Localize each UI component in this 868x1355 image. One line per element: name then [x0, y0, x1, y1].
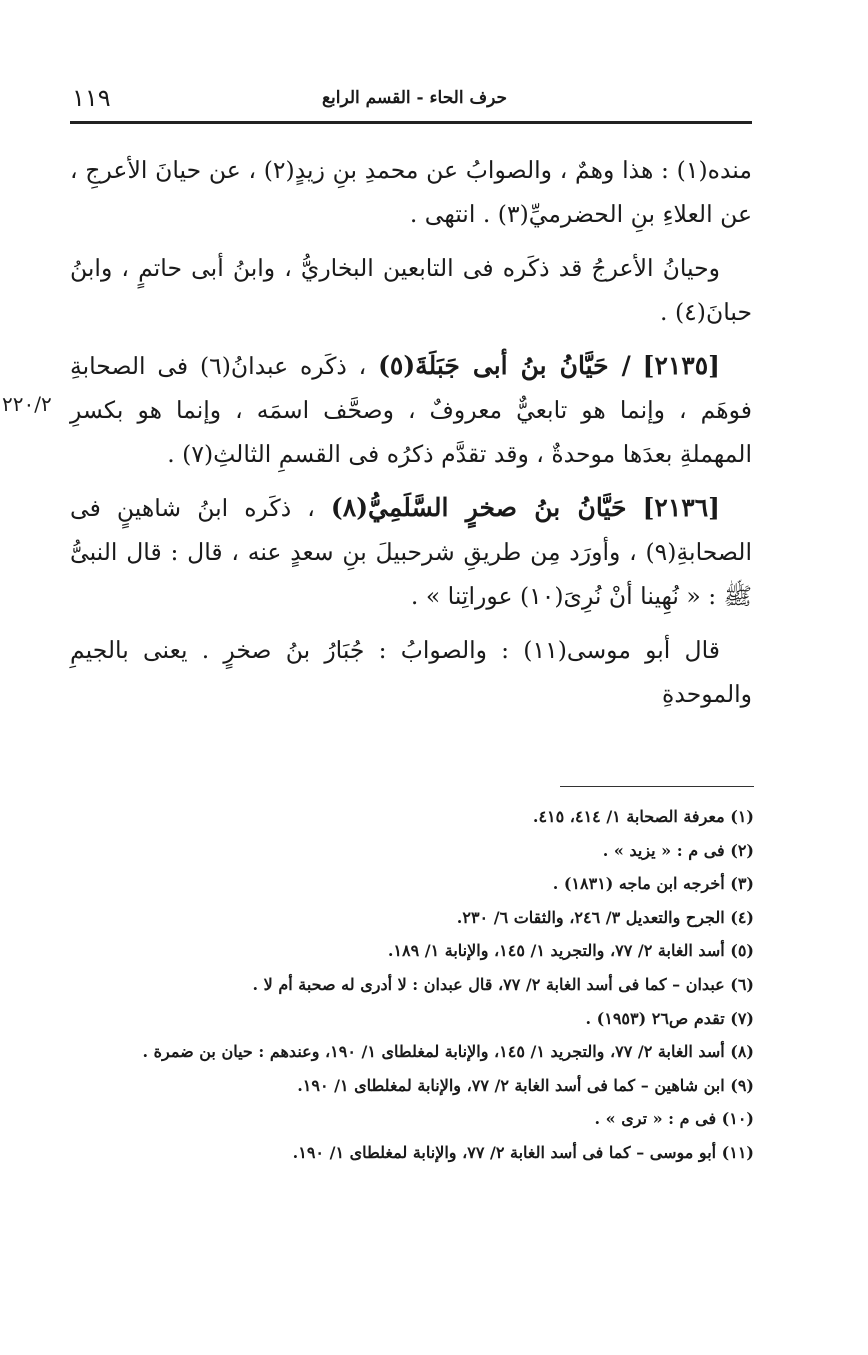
footnote-11: (١١) أبو موسى – كما فى أسد الغابة ٢/ ٧٧، والإنابة لمغلطاى ١/ ١٩٠.	[292, 1142, 754, 1162]
footnote-5: (٥) أسد الغابة ٢/ ٧٧، والتجريد ١/ ١٤٥، والإنابة ١/ ١٨٩.	[387, 941, 754, 961]
page-header	[72, 84, 752, 120]
footnote-4: (٤) الجرح والتعديل ٣/ ٢٤٦، والثقات ٦/ ٢٣٠.	[456, 907, 754, 927]
paragraph-5: قال أبو موسى(١١) : والصوابُ : جُبَارُ بنُ صخرٍ . يعنى بالجيمِ والموحدةِ	[70, 636, 752, 708]
footnote-rule	[560, 786, 754, 787]
footnote-7: (٧) تقدم ص٢٦ (١٩٥٣) .	[585, 1008, 754, 1028]
entry-name: حَيَّانُ بنُ صخرٍ السَّلَمِيُّ(٨)	[330, 493, 627, 522]
entry-2136	[70, 486, 752, 618]
entry-name: / حَيَّانُ بنُ أبى جَبَلَةَ(٥)	[378, 351, 631, 380]
paragraph-2: وحيانُ الأعرجُ قد ذكَره فى التابعين البخاريُّ ، وابنُ أبى حاتمٍ ، وابنُ حبانَ(٤) .	[70, 254, 752, 326]
header-rule	[70, 121, 752, 124]
entry-number: [٢١٣٦]	[642, 493, 720, 522]
footnote-1: (١) معرفة الصحابة ١/ ٤١٤، ٤١٥.	[532, 807, 754, 826]
footnotes-list	[70, 800, 754, 1170]
footnote-6: (٦) عبدان – كما فى أسد الغابة ٢/ ٧٧، قال عبدان : لا أدرى له صحبة أم لا .	[252, 974, 754, 994]
entry-2135	[70, 344, 752, 476]
footnote-2: (٢) فى م : « يزيد » .	[602, 840, 754, 860]
entry-text: ، ذكَره عبدانُ(٦) فى الصحابةِ فوهَم ، وإنما هو تابعيٌّ معروفٌ ، وصحَّف اسمَه ، وإنما هو بكسرِ المهملةِ بعدَها موحدةٌ ، وقد تقدَّم ذكرُه فى القسمِ الثالثِ(٧) .	[70, 352, 752, 468]
footnote-8: (٨) أسد الغابة ٢/ ٧٧، والتجريد ١/ ١٤٥، والإنابة لمغلطاى ١/ ١٩٠، وعندهم : حيان بن ضمرة .	[142, 1042, 754, 1062]
footnote-9: (٩) ابن شاهين – كما فى أسد الغابة ٢/ ٧٧، والإنابة لمغلطاى ١/ ١٩٠.	[297, 1075, 754, 1095]
margin-reference: ٢٢٠/٢	[2, 392, 52, 416]
footnote-3: (٣) أخرجه ابن ماجه (١٨٣١) .	[552, 874, 754, 894]
entry-text: ، ذكَره ابنُ شاهينٍ فى الصحابةِ(٩) ، وأورَد مِن طريقِ شرحبيلَ بنِ سعدٍ عنه ، قال : قال النبىُّ ﷺ : « نُهِينا أنْ نُرِىَ(١٠) عوراتِنا » .	[70, 494, 752, 610]
paragraph-1: منده(١) : هذا وهمٌ ، والصوابُ عن محمدِ بنِ زيدٍ(٢) ، عن حيانَ الأعرجِ ، عن العلاءِ بنِ الحضرميِّ(٣) . انتهى .	[70, 156, 752, 228]
main-text	[70, 148, 752, 726]
running-title: حرف الحاء - القسم الرابع	[321, 88, 507, 108]
page-number: ١١٩	[72, 84, 111, 112]
entry-number: [٢١٣٥]	[642, 351, 720, 380]
footnote-10: (١٠) فى م : « ترى » .	[594, 1109, 754, 1129]
